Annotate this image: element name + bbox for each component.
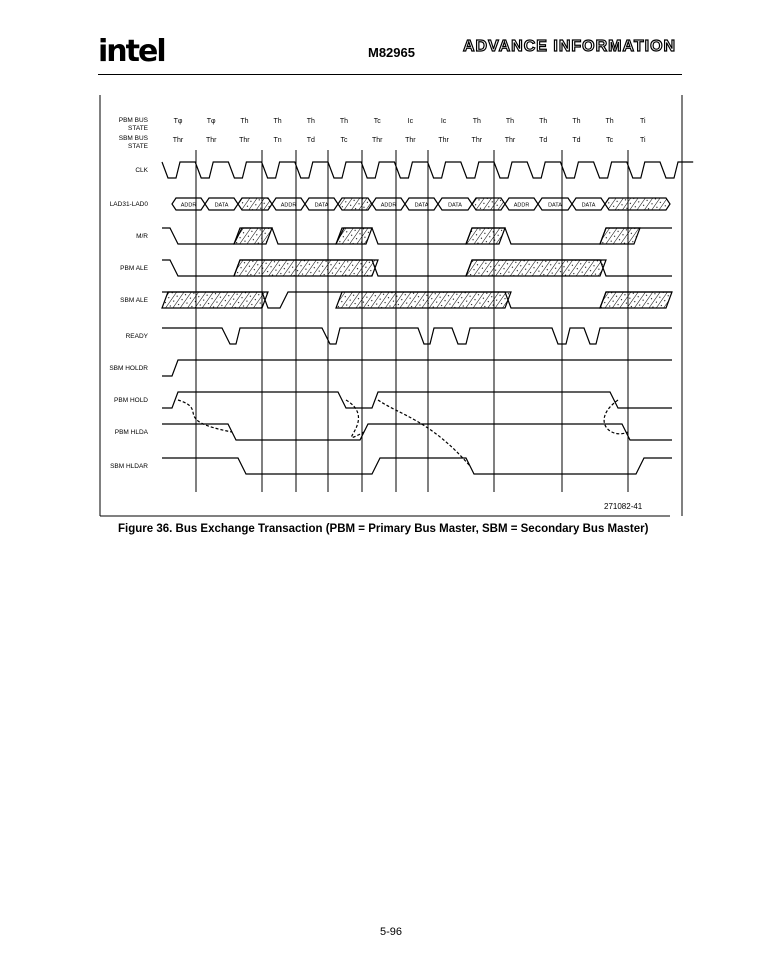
sbm-state-label: Td — [306, 137, 315, 144]
bus-segment — [338, 198, 372, 210]
pbm-hold-waveform — [162, 392, 672, 408]
sbm-state-label: Thr — [371, 137, 383, 144]
sbm-state-label: Thr — [172, 137, 184, 144]
sbm-ale-transition — [600, 292, 672, 308]
advance-information-banner: ADVANCE INFORMATION — [463, 38, 677, 55]
bus-segment-label: DATA — [581, 202, 596, 209]
sbm-state-label: Td — [539, 137, 548, 144]
bus-segment — [605, 198, 670, 210]
pbm-state-label: Ti — [640, 118, 646, 125]
m-r-transition — [336, 228, 372, 244]
signal-label: SBM HOLDR — [109, 365, 148, 372]
bus-segment — [472, 198, 505, 210]
sbm-ale-transition — [162, 292, 268, 308]
signal-label: LAD31-LAD0 — [109, 201, 148, 208]
pbm-state-label: Tφ — [173, 118, 183, 125]
m-r-transition — [234, 228, 272, 244]
pbm-state-label: Th — [273, 118, 282, 125]
signal-label: SBM HLDAR — [110, 463, 148, 470]
pbm-state-label: Ic — [440, 118, 447, 125]
signal-label: READY — [125, 333, 148, 340]
sbm-state-label: Thr — [438, 137, 449, 144]
signal-label: PBM ALE — [120, 265, 148, 272]
state-heading: SBM BUS — [118, 135, 148, 142]
sbm-state-label: Thr — [504, 137, 516, 144]
bus-segment-label: ADDR — [380, 202, 397, 209]
pbm-state-label: Th — [572, 118, 581, 125]
ready-waveform — [162, 328, 672, 344]
sbm-state-label: Thr — [471, 137, 483, 144]
sbm-state-label: Ti — [640, 137, 646, 144]
bus-segment-label: ADDR — [513, 202, 530, 209]
pbm-state-label: Th — [472, 118, 481, 125]
pbm-state-label: Th — [505, 118, 515, 125]
bus-segment — [238, 198, 272, 210]
sbm-hldar-waveform — [162, 458, 672, 474]
bus-segment-label: DATA — [414, 202, 429, 209]
bus-segment-label: ADDR — [280, 202, 297, 209]
signal-label: SBM ALE — [120, 297, 148, 304]
pbm-state-label: Th — [339, 118, 349, 125]
signal-label: CLK — [135, 167, 148, 174]
m-r-transition — [600, 228, 640, 244]
pbm-state-label: Th — [306, 118, 315, 125]
sbm-holdr-waveform — [162, 360, 672, 376]
pbm-state-label: Th — [539, 118, 548, 125]
bus-segment-label: DATA — [448, 202, 462, 209]
intel-logo: intel — [98, 34, 165, 69]
bus-segment-label: DATA — [214, 202, 229, 209]
sbm-state-label: Td — [572, 137, 581, 144]
sbm-state-label: Tn — [273, 137, 282, 144]
state-heading: STATE — [128, 143, 148, 150]
sbm-state-label: Thr — [405, 137, 416, 144]
signal-label: M/R — [136, 233, 148, 240]
sbm-state-label: Thr — [205, 137, 217, 144]
causality-arrow — [346, 400, 364, 438]
pbm-ale-transition — [234, 260, 378, 276]
state-heading: PBM BUS — [118, 117, 148, 124]
part-number: M82965 — [368, 45, 415, 60]
causality-arrow — [378, 400, 470, 466]
state-heading: STATE — [128, 125, 148, 132]
figure-id: 271082-41 — [604, 502, 643, 511]
pbm-hlda-waveform — [162, 424, 672, 440]
pbm-state-label: Tc — [373, 118, 381, 125]
pbm-state-label: Th — [605, 118, 614, 125]
sbm-state-label: Tc — [606, 137, 614, 144]
pbm-state-label: Tφ — [206, 118, 216, 125]
pbm-state-label: Ic — [407, 118, 414, 125]
bus-segment-label: DATA — [314, 202, 329, 209]
pbm-state-label: Th — [240, 118, 249, 125]
signal-label: PBM HOLD — [114, 397, 148, 404]
figure-caption: Figure 36. Bus Exchange Transaction (PBM = Primary Bus Master, SBM = Secondary Bus Master) — [118, 523, 649, 535]
m-r-transition — [466, 228, 505, 244]
sbm-state-label: Thr — [239, 137, 250, 144]
bus-segment-label: DATA — [548, 202, 562, 209]
pbm-ale-transition — [466, 260, 606, 276]
bus-segment-label: ADDR — [180, 202, 197, 209]
page-number: 5-96 — [380, 926, 403, 938]
causality-arrow — [178, 400, 232, 432]
sbm-state-label: Tc — [340, 137, 348, 144]
signal-label: PBM HLDA — [114, 429, 148, 436]
